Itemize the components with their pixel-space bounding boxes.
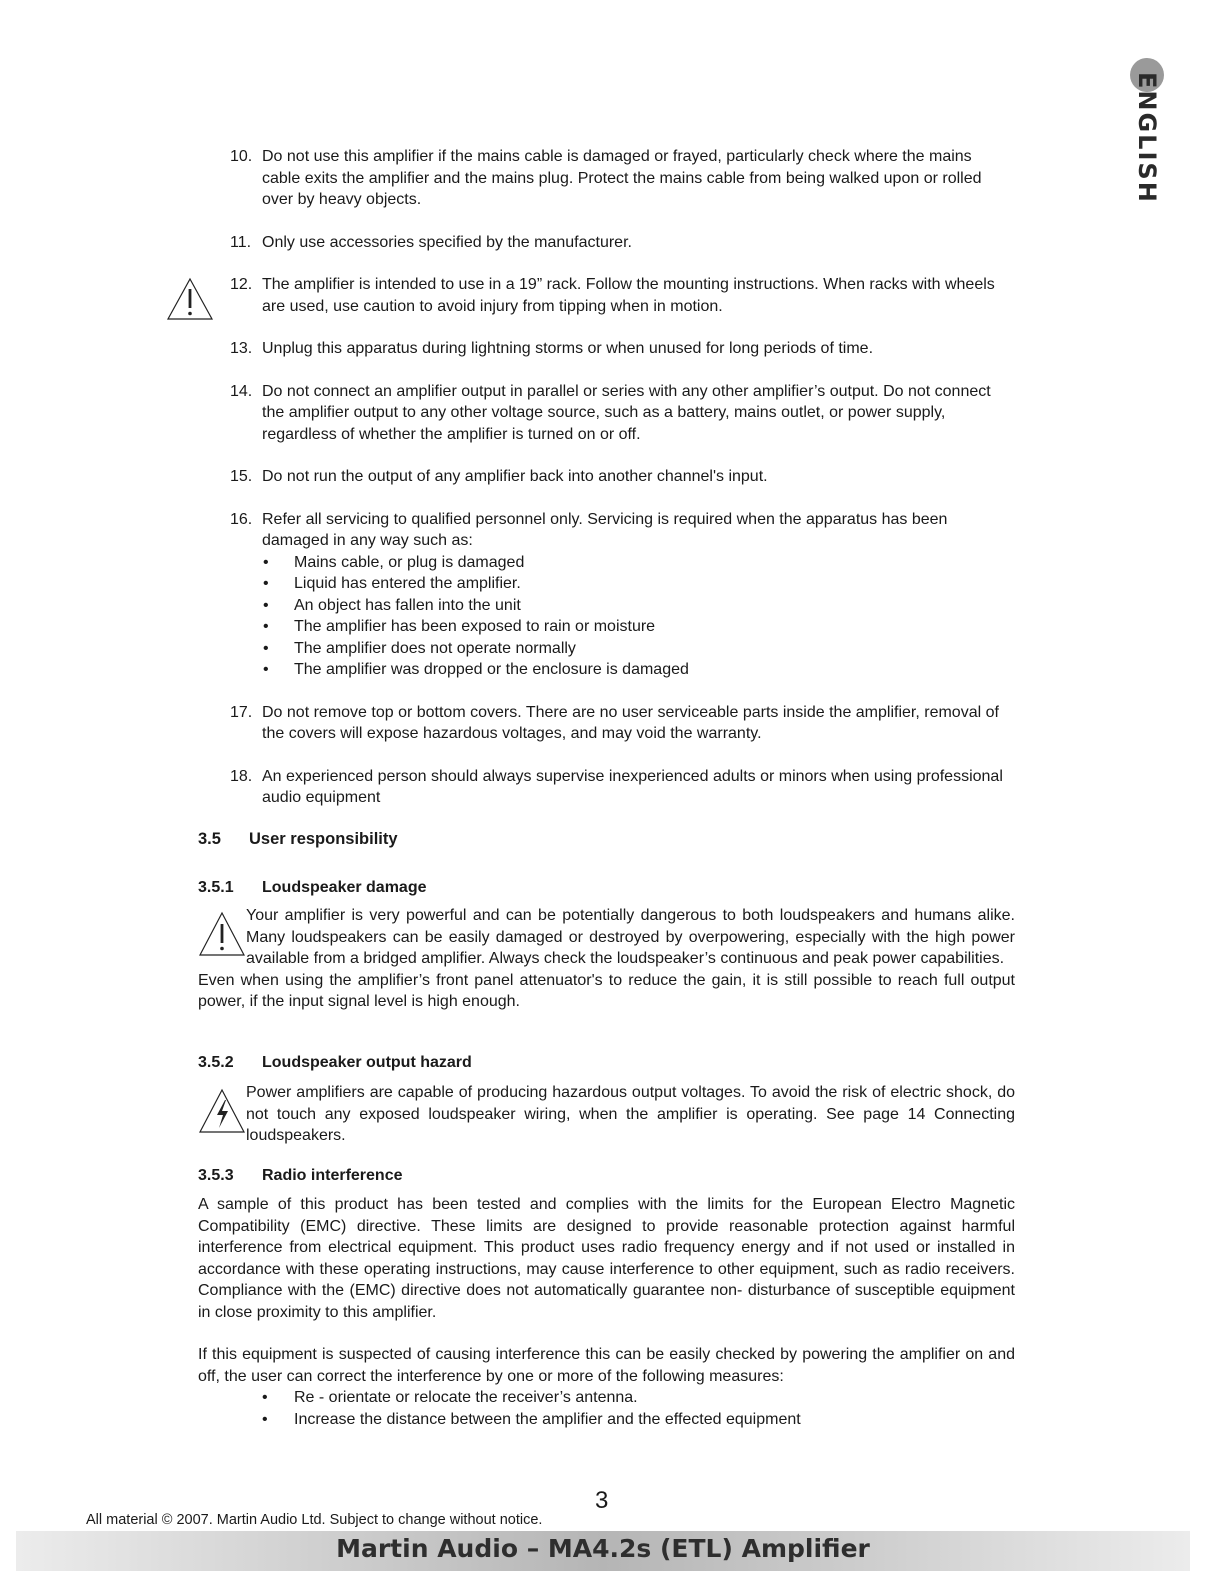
damage-conditions-list [262, 552, 1010, 681]
subsection-heading-output-hazard [198, 1054, 472, 1072]
paragraph: Even when using the amplifier’s front panel attenuator's to reduce the gain, it is still possible to reach full output power, if the input signal level is high enough. [198, 971, 1015, 1010]
language-tab [1127, 58, 1167, 204]
list-item [230, 338, 1010, 360]
list-item [230, 146, 1010, 211]
footer-bar [16, 1531, 1190, 1571]
subsection-heading-loudspeaker-damage [198, 879, 427, 897]
item-number: 14. [230, 382, 253, 400]
item-text: An experienced person should always supervise inexperienced adults or minors when using professional audio equipment [262, 767, 1003, 806]
section-heading [198, 830, 398, 849]
bullet-item [262, 616, 1010, 638]
section-number: 3.5 [198, 830, 221, 848]
radio-interference-text [198, 1194, 1015, 1430]
subsection-title: Radio interference [262, 1167, 403, 1184]
list-item [230, 702, 1010, 745]
paragraph: If this equipment is suspected of causing interference this can be easily checked by powering the amplifier on and off, the user can correct the interference by one or more of the following measures: [198, 1346, 1015, 1385]
item-text: Only use accessories specified by the manufacturer. [262, 233, 632, 251]
list-item [230, 381, 1010, 446]
copyright-notice: All material © 2007. Martin Audio Ltd. Subject to change without notice. [86, 1512, 543, 1528]
bullet-item [262, 552, 1010, 574]
bullet-glyph: • [263, 575, 269, 592]
bullet-glyph: • [263, 639, 269, 657]
bullet-glyph: • [263, 596, 269, 614]
interference-measures-list [198, 1387, 1015, 1430]
bullet-text: Re - orientate or relocate the receiver’s antenna. [294, 1389, 638, 1406]
bullet-item [262, 659, 1010, 681]
list-item [230, 232, 1010, 254]
bullet-item [198, 1409, 1015, 1431]
item-text: Unplug this apparatus during lightning storms or when unused for long periods of time. [262, 340, 874, 357]
item-number: 10. [230, 148, 253, 165]
bullet-item [262, 573, 1010, 595]
electric-shock-warning-icon [198, 1084, 246, 1136]
paragraph: Power amplifiers are capable of producing hazardous output voltages. To avoid the risk of electric shock, do not touch any exposed loudspeaker wiring, when the amplifier is operating. See page 14 Connecting loudspeakers. [246, 1084, 1015, 1144]
paragraph: A sample of this product has been tested and complies with the limits for the European Electro Magnetic Compatibility (EMC) directive. These limits are designed to provide reasonable protection against harmful interference from electrical equipment. This product uses radio frequency energy and if not used or installed in accordance with these operating instructions, may cause interference to other equipment, such as radio receivers. Compliance with the (EMC) directive does not automatically guarantee non- disturbance of susceptible equipment in close proximity to this amplifier. [198, 1196, 1015, 1321]
bullet-glyph: • [263, 618, 269, 635]
caution-icon [198, 907, 246, 959]
item-number: 15. [230, 468, 253, 485]
subsection-title: Loudspeaker output hazard [262, 1054, 472, 1071]
section-title: User responsibility [249, 830, 398, 848]
subsection-number: 3.5.3 [198, 1167, 234, 1184]
item-number: 18. [230, 767, 253, 785]
item-number: 12. [230, 276, 253, 293]
item-number: 13. [230, 340, 253, 357]
language-label: ENGLISH [1133, 72, 1161, 204]
subsection-number: 3.5.2 [198, 1054, 234, 1071]
bullet-text: The amplifier does not operate normally [294, 639, 576, 657]
item-number: 16. [230, 510, 253, 528]
subsection-title: Loudspeaker damage [262, 879, 427, 896]
bullet-glyph: • [263, 553, 269, 571]
item-number: 17. [230, 703, 253, 721]
item-text: Do not run the output of any amplifier back into another channel's input. [262, 468, 768, 485]
item-number: 11. [230, 233, 252, 251]
caution-icon [166, 277, 214, 321]
bullet-item [262, 638, 1010, 660]
bullet-text: An object has fallen into the unit [294, 596, 521, 614]
list-item [230, 766, 1010, 809]
safety-instructions-list [230, 146, 1010, 830]
list-item [230, 466, 1010, 488]
bullet-text: Liquid has entered the amplifier. [294, 575, 521, 592]
bullet-glyph: • [262, 1389, 268, 1406]
bullet-glyph: • [262, 1410, 268, 1428]
subsection-number: 3.5.1 [198, 879, 234, 896]
list-item [230, 509, 1010, 681]
bullet-text: The amplifier has been exposed to rain or moisture [294, 618, 656, 635]
paragraph: Your amplifier is very powerful and can be potentially dangerous to both loudspeakers and humans alike. Many loudspeakers can be easily damaged or destroyed by overpowering, especially with the high power available from a bridged amplifier. Always check the loudspeaker’s continuous and peak power capabilities. [246, 907, 1015, 967]
page-number: 3 [595, 1487, 609, 1514]
output-hazard-text [198, 1082, 1015, 1147]
bullet-item [262, 595, 1010, 617]
bullet-text: Mains cable, or plug is damaged [294, 553, 525, 571]
item-text: The amplifier is intended to use in a 19” rack. Follow the mounting instructions. When racks with wheels are used, use caution to avoid injury from tipping when in motion. [262, 276, 995, 315]
bullet-text: The amplifier was dropped or the enclosure is damaged [294, 661, 689, 678]
item-text: Do not connect an amplifier output in parallel or series with any other amplifier’s output. Do not connect the amplifier output to any other voltage source, such as a battery, mains outlet, or power supply, regardless of whether the amplifier is turned on or off. [262, 382, 991, 443]
bullet-text: Increase the distance between the amplifier and the effected equipment [294, 1410, 801, 1428]
bullet-glyph: • [263, 661, 269, 678]
list-item [230, 274, 1010, 317]
loudspeaker-damage-text [198, 905, 1015, 1013]
bullet-item [198, 1387, 1015, 1409]
item-text: Do not remove top or bottom covers. There are no user serviceable parts inside the amplifier, removal of the covers will expose hazardous voltages, and may void the warranty. [262, 703, 999, 742]
subsection-heading-radio-interference [198, 1167, 402, 1185]
footer-title: Martin Audio – MA4.2s (ETL) Amplifier [336, 1534, 870, 1563]
item-text: Do not use this amplifier if the mains cable is damaged or frayed, particularly check where the mains cable exits the amplifier and the mains plug. Protect the mains cable from being walked upon or rolled over by heavy objects. [262, 148, 982, 208]
item-text: Refer all servicing to qualified personnel only. Servicing is required when the apparatus has been damaged in any way such as: [262, 510, 948, 549]
